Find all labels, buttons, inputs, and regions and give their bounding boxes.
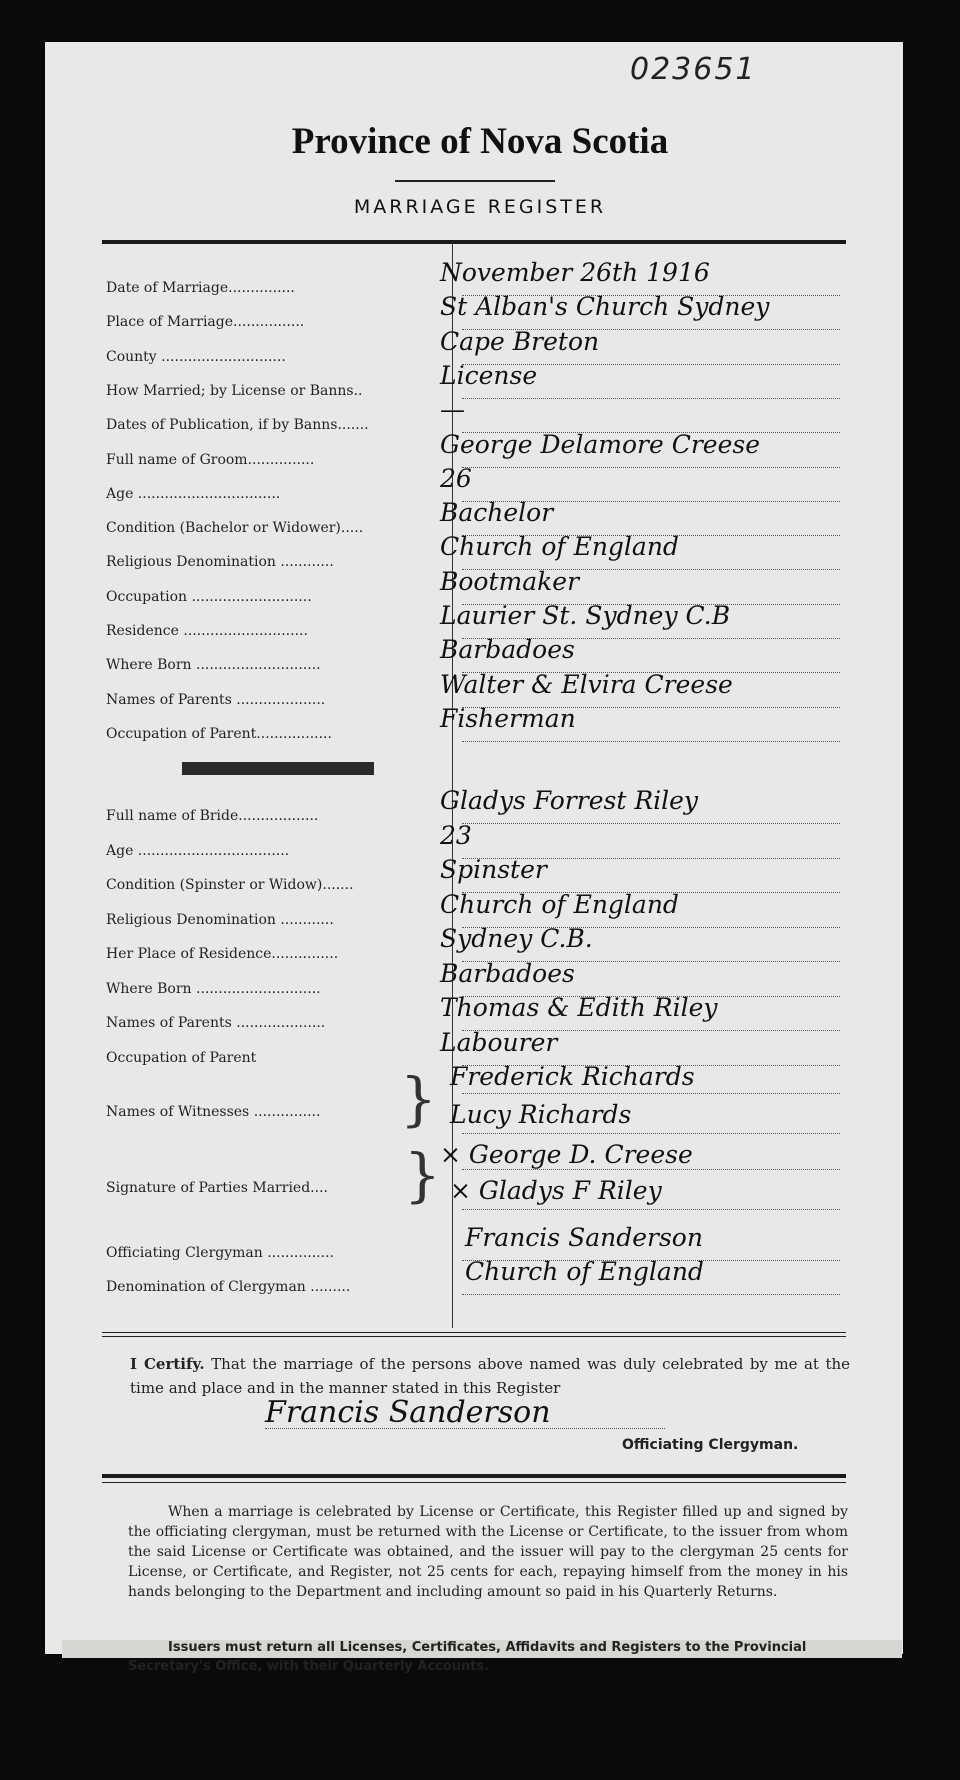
party-2-dots xyxy=(462,1208,840,1210)
field-label: Occupation ........................... xyxy=(106,588,312,605)
party-bride-signature: × Gladys F Riley xyxy=(450,1176,662,1205)
certify-signature-line xyxy=(265,1428,665,1429)
field-value: Thomas & Edith Riley xyxy=(440,993,718,1022)
page-title: Province of Nova Scotia xyxy=(291,121,669,162)
field-value: St Alban's Church Sydney xyxy=(440,292,770,322)
field-label: Names of Parents .................... xyxy=(106,691,326,708)
document-number: 023651 xyxy=(630,52,757,87)
field-value: License xyxy=(440,360,538,390)
footer-rule-2 xyxy=(102,1482,846,1483)
field-label: Date of Marriage............... xyxy=(106,280,295,296)
certify-signature: Francis Sanderson xyxy=(265,1395,551,1430)
certify-lead: I Certify. xyxy=(130,1355,205,1373)
field-dotted-line xyxy=(462,822,840,824)
field-label: Full name of Groom............... xyxy=(106,451,315,468)
witnesses-brace: } xyxy=(400,1065,437,1133)
field-value: Church of England xyxy=(440,889,679,919)
field-dotted-line xyxy=(462,466,840,468)
party-groom-signature: × George D. Creese xyxy=(440,1140,693,1169)
field-label: How Married; by License or Banns.. xyxy=(106,382,363,399)
issuers-note: Issuers must return all Licenses, Certificates, Affidavits and Registers to the Provincial Secretary's Office, with their Quarterly Accounts. xyxy=(128,1640,807,1674)
witness-2-dots xyxy=(462,1132,840,1134)
page-subtitle: MARRIAGE REGISTER xyxy=(353,196,607,218)
title-rule xyxy=(395,180,555,182)
field-label: Where Born ............................ xyxy=(106,980,321,997)
field-label: Residence ............................ xyxy=(106,623,308,639)
field-label: Age ................................ xyxy=(106,485,281,502)
field-label: Condition (Bachelor or Widower)..... xyxy=(106,520,364,537)
section-separator-bar xyxy=(182,762,374,775)
field-value: — xyxy=(440,395,465,425)
field-value: Laurier St. Sydney C.B xyxy=(440,601,731,630)
field-label: County ............................ xyxy=(106,348,286,365)
field-value: Bachelor xyxy=(440,498,554,528)
field-value: Fisherman xyxy=(440,703,576,733)
parties-brace: } xyxy=(404,1141,441,1209)
field-label: Names of Parents .................... xyxy=(106,1015,326,1031)
field-value: Barbadoes xyxy=(440,958,575,988)
field-value: Cape Breton xyxy=(440,326,600,356)
instructions-text: When a marriage is celebrated by License or Certificate, this Register filled up and signed by the officiating clergyman, must be returned with the License or Certificate, to the issuer from whom the said License or Certificate was obtained, and the issuer will pay to the clergyman 25 cents for License, or Certificate, and Register, not 25 cents for each, repaying himself from the money in his hands belonging to the Department and including amount so paid in his Quarterly Returns. xyxy=(128,1504,848,1600)
clergy-denomination-value: Church of England xyxy=(465,1257,704,1286)
certify-body: That the marriage of the persons above named was duly celebrated by me at the time and place and in the manner stated in this Register xyxy=(130,1355,851,1397)
witness-2: Lucy Richards xyxy=(450,1100,632,1129)
certify-role: Officiating Clergyman. xyxy=(622,1437,799,1453)
field-value: Gladys Forrest Riley xyxy=(440,786,699,815)
field-label: Age .................................. xyxy=(106,842,290,859)
field-value: Church of England xyxy=(440,532,679,562)
field-value: Walter & Elvira Creese xyxy=(440,669,733,699)
field-label: Religious Denomination ............ xyxy=(106,911,334,928)
party-1-dots xyxy=(462,1168,840,1170)
certify-rule-top xyxy=(102,1332,846,1333)
field-value: November 26th 1916 xyxy=(440,258,710,287)
field-label: Occupation of Parent xyxy=(106,1049,257,1066)
field-label: Dates of Publication, if by Banns....... xyxy=(106,417,369,434)
clergy-value: Francis Sanderson xyxy=(465,1223,703,1252)
clergy-label: Officiating Clergyman ............... xyxy=(106,1245,334,1261)
field-label: Religious Denomination ............ xyxy=(106,554,334,571)
field-label: Place of Marriage................ xyxy=(106,314,305,331)
field-value: George Delamore Creese xyxy=(440,429,760,459)
field-dotted-line xyxy=(462,397,840,399)
certification-text xyxy=(130,1352,850,1400)
witness-1-dots xyxy=(462,1092,840,1094)
field-value: Bootmaker xyxy=(440,566,580,596)
header-rule xyxy=(102,240,846,244)
field-value: 26 xyxy=(440,463,472,493)
witnesses-label: Names of Witnesses ............... xyxy=(106,1104,321,1120)
field-label: Condition (Spinster or Widow)....... xyxy=(106,877,354,893)
field-value: 23 xyxy=(440,820,472,850)
field-label: Where Born ............................ xyxy=(106,657,321,674)
field-value: Sydney C.B. xyxy=(440,924,593,953)
certify-rule-top-2 xyxy=(102,1336,846,1337)
field-label: Full name of Bride.................. xyxy=(106,808,319,824)
field-label: Her Place of Residence............... xyxy=(106,946,339,962)
field-dotted-line xyxy=(462,740,840,742)
clergy-denomination-label: Denomination of Clergyman ......... xyxy=(106,1279,351,1295)
field-value: Spinster xyxy=(440,855,547,884)
witness-1: Frederick Richards xyxy=(450,1062,695,1091)
parties-label: Signature of Parties Married.... xyxy=(106,1180,328,1196)
field-value: Labourer xyxy=(440,1027,558,1057)
footer-rule xyxy=(102,1474,846,1478)
field-label: Occupation of Parent................. xyxy=(106,725,332,742)
clergy-denomination-dots xyxy=(462,1293,840,1295)
field-value: Barbadoes xyxy=(440,635,575,665)
